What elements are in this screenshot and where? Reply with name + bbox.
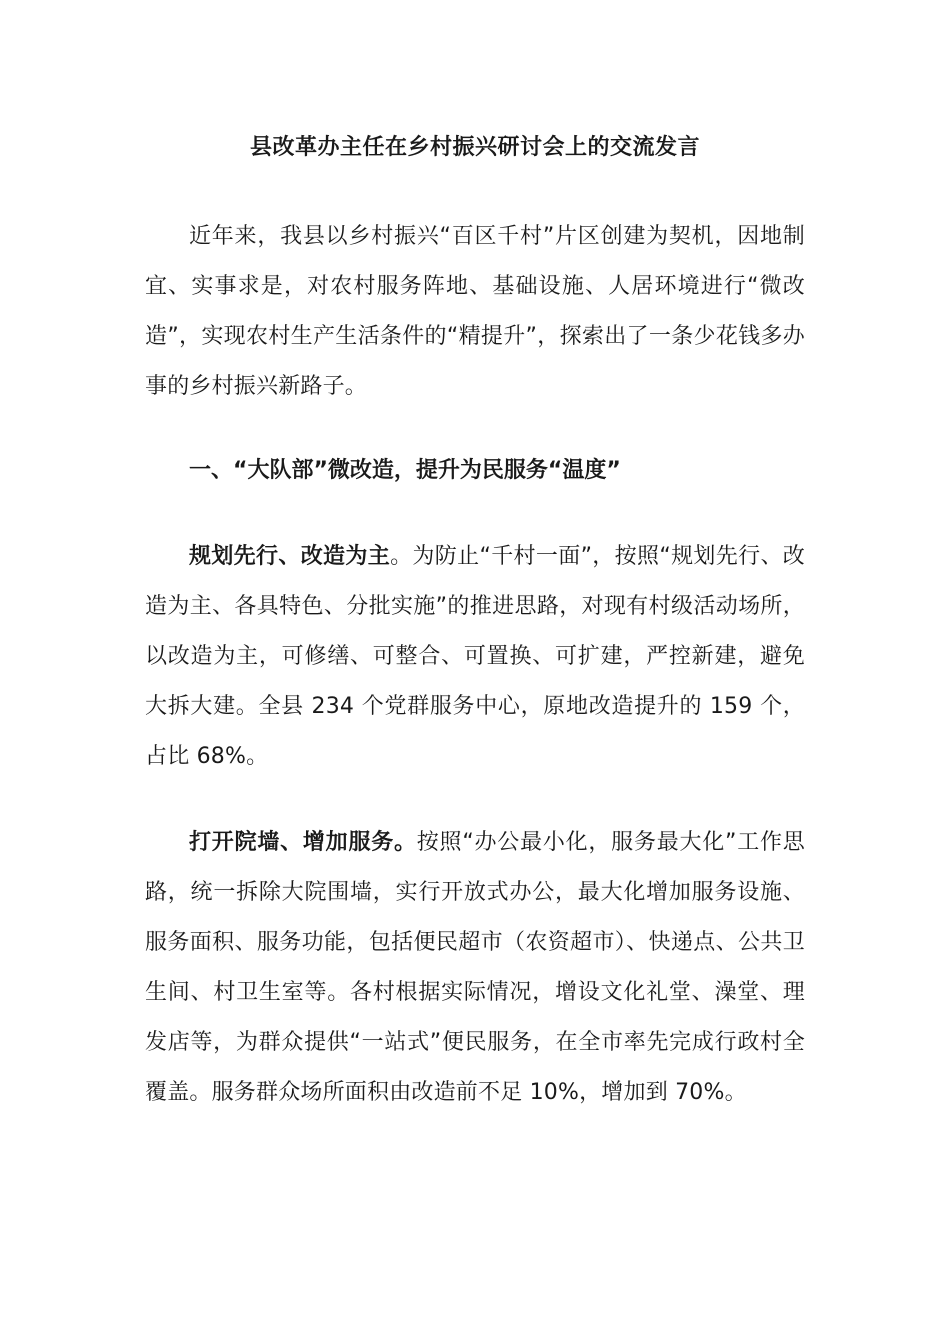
planning-body: 。为防止“千村一面”，按照“规划先行、改造为主、各具特色、分批实施”的推进思路，对现有村级活动场所，以改造为主，可修缮、可整合、可置换、可扩建，严控新建，避免大拆大建。全县 234 个党群服务中心，原地改造提升的 159 个，占比 68%。 xyxy=(145,544,805,769)
service-paragraph xyxy=(145,818,805,1118)
service-body: 按照“办公最小化，服务最大化”工作思路，统一拆除大院围墙，实行开放式办公，最大化增加服务设施、服务面积、服务功能，包括便民超市（农资超市）、快递点、公共卫生间、村卫生室等。各村根据实际情况，增设文化礼堂、澡堂、理发店等，为群众提供“一站式”便民服务，在全市率先完成行政村全覆盖。服务群众场所面积由改造前不足 10%，增加到 70%。 xyxy=(145,830,805,1105)
planning-lead: 规划先行、改造为主 xyxy=(189,544,391,569)
intro-paragraph: 近年来，我县以乡村振兴“百区千村”片区创建为契机，因地制宜、实事求是，对农村服务阵地、基础设施、人居环境进行“微改造”，实现农村生产生活条件的“精提升”，探索出了一条少花钱多办事的乡村振兴新路子。 xyxy=(145,224,805,399)
service-lead: 打开院墙、增加服务。 xyxy=(189,830,417,855)
document-title: 县改革办主任在乡村振兴研讨会上的交流发言 xyxy=(249,135,700,160)
planning-paragraph xyxy=(145,532,805,782)
section-heading: 一、“大队部”微改造，提升为民服务“温度” xyxy=(189,458,621,483)
